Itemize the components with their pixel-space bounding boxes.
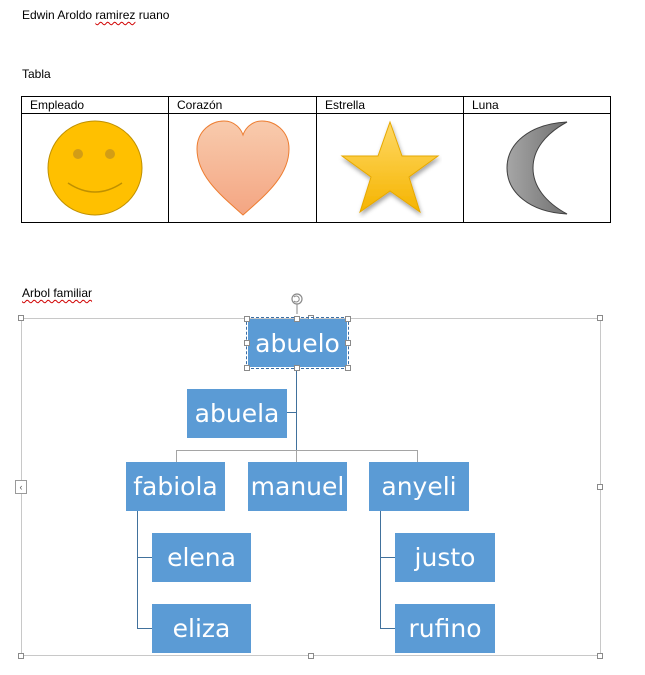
shapes-table bbox=[21, 96, 611, 223]
node-eliza[interactable]: eliza bbox=[152, 604, 251, 653]
node-handle-top-right[interactable] bbox=[345, 316, 351, 322]
node-handle-right[interactable] bbox=[345, 340, 351, 346]
node-justo[interactable]: justo bbox=[395, 533, 495, 582]
connector-anyeli bbox=[417, 450, 418, 462]
node-fabiola[interactable]: fabiola bbox=[126, 462, 225, 511]
connector-manuel bbox=[296, 450, 297, 462]
table-shape-row bbox=[22, 114, 611, 223]
moon-icon[interactable] bbox=[497, 118, 577, 218]
author-line bbox=[22, 8, 169, 22]
connector-children-bar bbox=[176, 450, 418, 451]
table-heading: Tabla bbox=[22, 67, 51, 81]
node-rufino[interactable]: rufino bbox=[395, 604, 495, 653]
resize-handle-top-left[interactable] bbox=[18, 315, 24, 321]
node-handle-left[interactable] bbox=[244, 340, 250, 346]
column-luna: Luna bbox=[464, 97, 611, 114]
column-empleado: Empleado bbox=[22, 97, 169, 114]
resize-handle-bottom-left[interactable] bbox=[18, 653, 24, 659]
node-handle-bottom-left[interactable] bbox=[244, 365, 250, 371]
node-elena[interactable]: elena bbox=[152, 533, 251, 582]
connector-rufino bbox=[380, 628, 395, 629]
tree-heading-text: Arbol familiar bbox=[22, 286, 93, 300]
connector-justo bbox=[380, 557, 395, 558]
node-handle-bottom[interactable] bbox=[294, 365, 300, 371]
resize-handle-bottom[interactable] bbox=[308, 653, 314, 659]
resize-handle-right[interactable] bbox=[597, 484, 603, 490]
star-icon[interactable] bbox=[338, 118, 442, 218]
author-last-name: ruano bbox=[135, 8, 170, 22]
star-cell bbox=[317, 114, 464, 223]
connector-anyeli-trunk bbox=[380, 510, 381, 629]
table-header-row bbox=[22, 97, 611, 114]
connector-fabiola-trunk bbox=[137, 510, 138, 629]
heart-icon[interactable] bbox=[193, 119, 293, 217]
connector-assistant bbox=[287, 412, 297, 413]
tree-heading bbox=[22, 286, 92, 300]
resize-handle-top-right[interactable] bbox=[597, 315, 603, 321]
connector-root-trunk bbox=[296, 368, 297, 450]
misspelled-word: ramirez bbox=[95, 8, 136, 22]
rotate-handle-icon[interactable] bbox=[289, 292, 305, 314]
connector-eliza bbox=[137, 628, 152, 629]
smiley-face-icon[interactable] bbox=[46, 119, 144, 217]
node-manuel[interactable]: manuel bbox=[248, 462, 347, 511]
moon-cell bbox=[464, 114, 611, 223]
node-handle-top-left[interactable] bbox=[244, 316, 250, 322]
connector-fabiola bbox=[176, 450, 177, 462]
node-abuelo[interactable]: abuelo bbox=[248, 319, 347, 367]
node-anyeli[interactable]: anyeli bbox=[369, 462, 469, 511]
column-estrella: Estrella bbox=[317, 97, 464, 114]
node-handle-bottom-right[interactable] bbox=[345, 365, 351, 371]
node-handle-top[interactable] bbox=[294, 316, 300, 322]
node-abuela[interactable]: abuela bbox=[187, 389, 287, 438]
text-pane-toggle-icon[interactable]: ‹ bbox=[15, 480, 27, 494]
connector-elena bbox=[137, 557, 152, 558]
resize-handle-bottom-right[interactable] bbox=[597, 653, 603, 659]
heart-cell bbox=[169, 114, 317, 223]
smiley-cell bbox=[22, 114, 169, 223]
column-corazon: Corazón bbox=[169, 97, 317, 114]
author-first-name: Edwin Aroldo bbox=[22, 8, 96, 22]
